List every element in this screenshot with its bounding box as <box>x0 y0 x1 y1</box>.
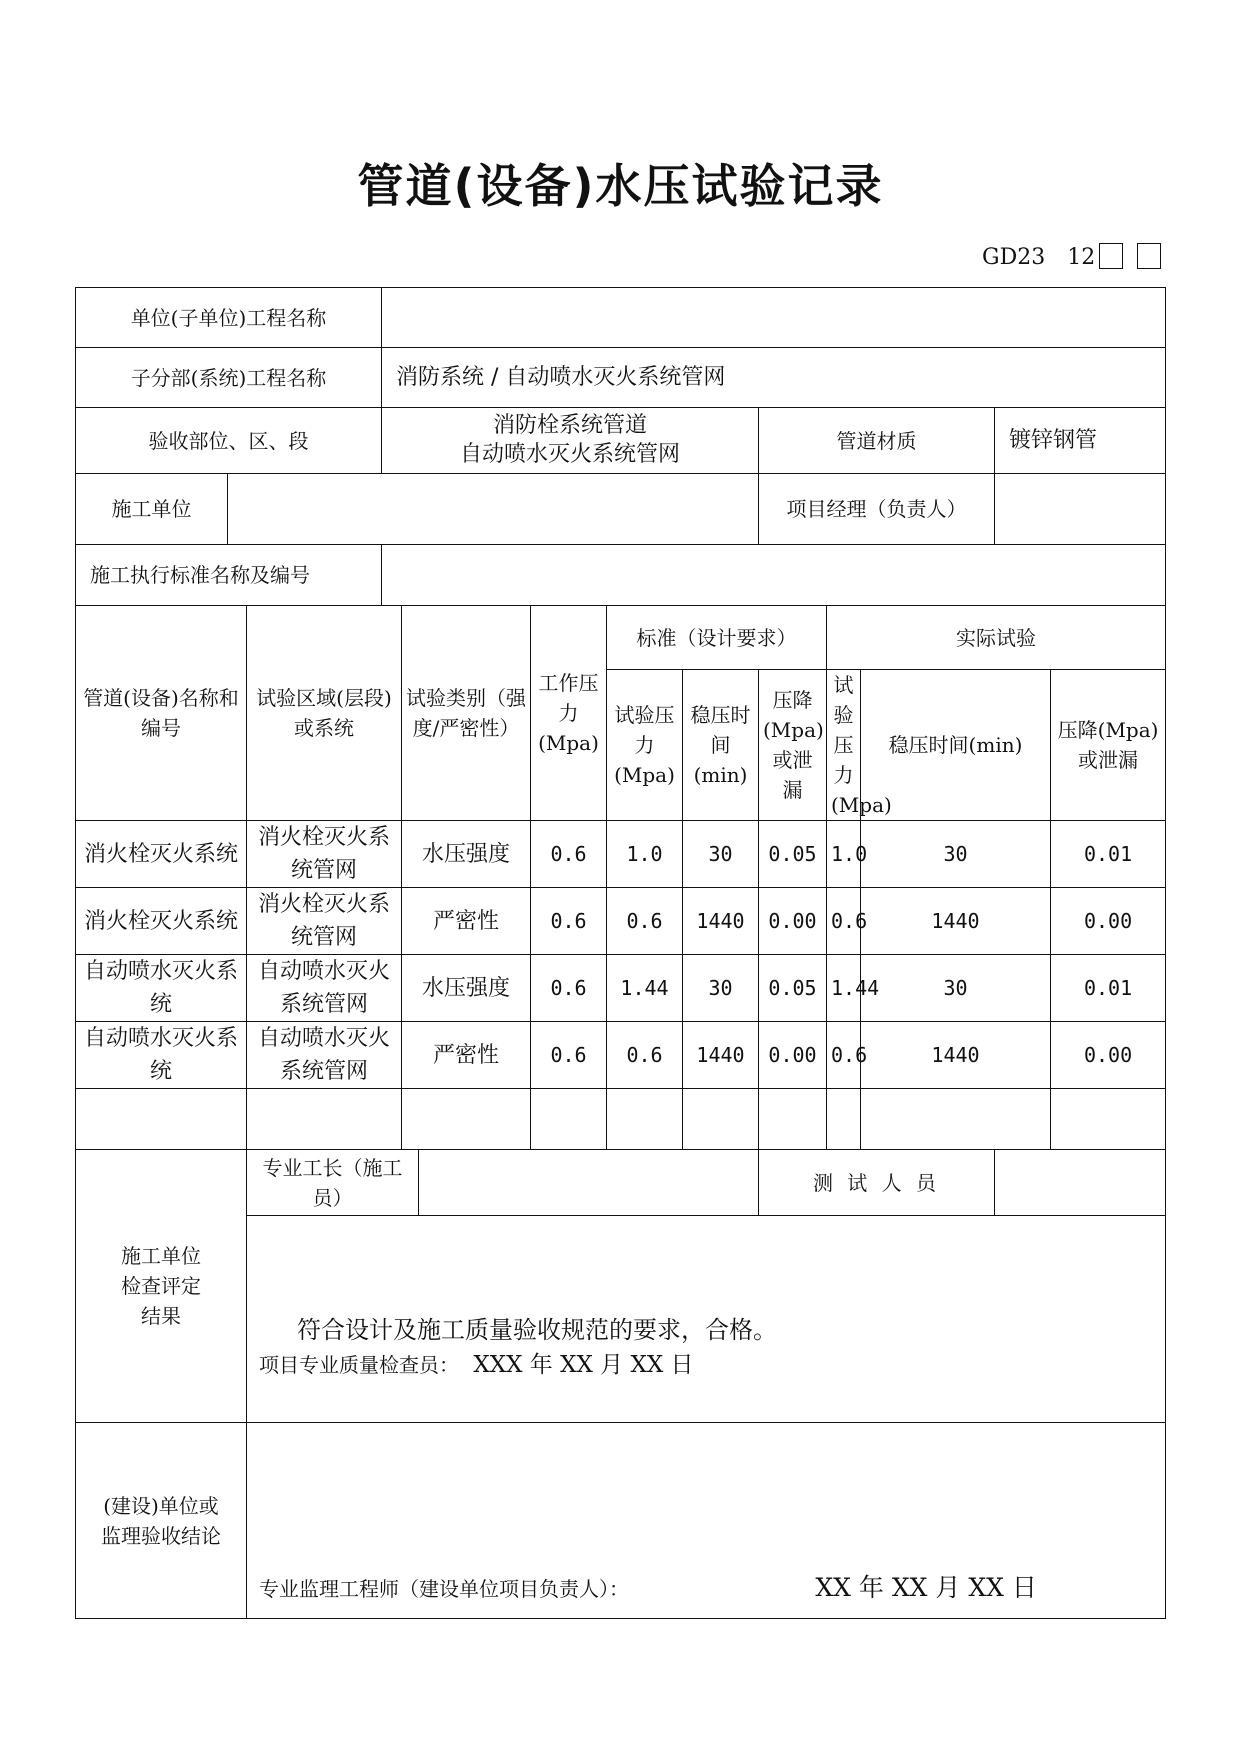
row-act-test-pressure[interactable]: 0.6 <box>827 888 861 955</box>
supervision-date: XX 年 XX 月 XX 日 <box>815 1572 1037 1602</box>
row-work-pressure[interactable]: 0.6 <box>531 955 607 1022</box>
row-act-hold-time[interactable]: 1440 <box>861 1022 1051 1089</box>
row-std-hold-time[interactable]: 30 <box>683 955 759 1022</box>
standard-value[interactable] <box>382 545 1166 606</box>
unit-project-value[interactable] <box>382 288 1166 348</box>
construction-check-result[interactable] <box>247 1216 1166 1423</box>
empty-cell[interactable] <box>402 1089 531 1150</box>
row-act-pressure-drop[interactable]: 0.01 <box>1051 955 1166 1022</box>
col-std-test-pressure: 试验压力(Mpa) <box>607 670 683 821</box>
form-code-box-2[interactable] <box>1137 243 1161 269</box>
table-row <box>76 1022 1166 1089</box>
inspector-label: 项目专业质量检查员： <box>259 1353 459 1377</box>
col-standard-group: 标准（设计要求） <box>607 606 827 670</box>
standard-label: 施工执行标准名称及编号 <box>76 545 382 606</box>
construction-unit-label: 施工单位 <box>76 474 228 545</box>
empty-cell[interactable] <box>861 1089 1051 1150</box>
table-row <box>76 888 1166 955</box>
row-test-area[interactable]: 自动喷水灭火系统管网 <box>247 955 402 1022</box>
row-work-pressure[interactable]: 0.6 <box>531 1022 607 1089</box>
row-act-test-pressure[interactable]: 1.0 <box>827 821 861 888</box>
row-std-pressure-drop[interactable]: 0.00 <box>759 1022 827 1089</box>
result-text: 符合设计及施工质量验收规范的要求，合格。 <box>297 1316 777 1344</box>
row-std-test-pressure[interactable]: 0.6 <box>607 888 683 955</box>
table-row <box>76 821 1166 888</box>
empty-cell[interactable] <box>607 1089 683 1150</box>
col-pipe-name: 管道(设备)名称和编号 <box>76 606 247 821</box>
row-test-area[interactable]: 消火栓灭火系统管网 <box>247 888 402 955</box>
project-manager-label: 项目经理（负责人） <box>759 474 995 545</box>
unit-project-label: 单位(子单位)工程名称 <box>76 288 382 348</box>
empty-cell[interactable] <box>759 1089 827 1150</box>
row-std-hold-time[interactable]: 30 <box>683 821 759 888</box>
page-title: 管道(设备)水压试验记录 <box>357 159 884 213</box>
subproject-label: 子分部(系统)工程名称 <box>76 348 382 408</box>
row-pipe-name[interactable]: 消火栓灭火系统 <box>76 888 247 955</box>
row-test-type[interactable]: 严密性 <box>402 888 531 955</box>
row-pipe-name[interactable]: 消火栓灭火系统 <box>76 821 247 888</box>
row-act-pressure-drop[interactable]: 0.00 <box>1051 1022 1166 1089</box>
acceptance-part-value[interactable] <box>382 408 759 474</box>
col-std-pressure-drop: 压降(Mpa)或泄漏 <box>759 670 827 821</box>
form-code-box-1[interactable] <box>1099 243 1123 269</box>
table-row <box>76 955 1166 1022</box>
row-std-pressure-drop[interactable]: 0.05 <box>759 955 827 1022</box>
row-test-type[interactable]: 水压强度 <box>402 955 531 1022</box>
row-act-pressure-drop[interactable]: 0.00 <box>1051 888 1166 955</box>
col-actual-group: 实际试验 <box>827 606 1166 670</box>
empty-cell[interactable] <box>827 1089 861 1150</box>
col-act-hold-time: 稳压时间(min) <box>861 670 1051 821</box>
row-work-pressure[interactable]: 0.6 <box>531 821 607 888</box>
row-std-pressure-drop[interactable]: 0.00 <box>759 888 827 955</box>
construction-check-label: 施工单位检查评定结果 <box>76 1150 247 1423</box>
subproject-value[interactable]: 消防系统 / 自动喷水灭火系统管网 <box>382 348 1166 408</box>
row-std-hold-time[interactable]: 1440 <box>683 1022 759 1089</box>
col-work-pressure: 工作压力(Mpa) <box>531 606 607 821</box>
tester-value[interactable] <box>995 1150 1166 1216</box>
row-std-test-pressure[interactable]: 1.44 <box>607 955 683 1022</box>
row-act-hold-time[interactable]: 1440 <box>861 888 1051 955</box>
row-test-type[interactable]: 严密性 <box>402 1022 531 1089</box>
col-test-area: 试验区域(层段)或系统 <box>247 606 402 821</box>
col-test-type: 试验类别（强度/严密性） <box>402 606 531 821</box>
empty-cell[interactable] <box>683 1089 759 1150</box>
row-pipe-name[interactable]: 自动喷水灭火系统 <box>76 1022 247 1089</box>
pipe-material-value[interactable]: 镀锌钢管 <box>995 408 1166 474</box>
row-work-pressure[interactable]: 0.6 <box>531 888 607 955</box>
row-act-test-pressure[interactable]: 1.44 <box>827 955 861 1022</box>
foreman-value[interactable] <box>419 1150 759 1216</box>
table-row-empty <box>76 1089 1166 1150</box>
tester-label: 测 试 人 员 <box>759 1150 995 1216</box>
col-act-test-pressure: 试验压力(Mpa) <box>827 670 861 821</box>
col-act-pressure-drop: 压降(Mpa)或泄漏 <box>1051 670 1166 821</box>
inspector-line <box>247 1348 1165 1383</box>
acceptance-part-line-2: 自动喷水灭火系统管网 <box>459 441 680 467</box>
project-manager-value[interactable] <box>995 474 1166 545</box>
row-test-type[interactable]: 水压强度 <box>402 821 531 888</box>
pipe-material-label: 管道材质 <box>759 408 995 474</box>
row-act-test-pressure[interactable]: 0.6 <box>827 1022 861 1089</box>
row-act-pressure-drop[interactable]: 0.01 <box>1051 821 1166 888</box>
row-std-pressure-drop[interactable]: 0.05 <box>759 821 827 888</box>
empty-cell[interactable] <box>531 1089 607 1150</box>
row-act-hold-time[interactable]: 30 <box>861 821 1051 888</box>
foreman-label: 专业工长（施工员） <box>247 1150 419 1216</box>
form-code <box>982 240 1161 271</box>
form-code-text: GD23 12 <box>982 245 1096 270</box>
empty-cell[interactable] <box>1051 1089 1166 1150</box>
acceptance-part-label: 验收部位、区、段 <box>76 408 382 474</box>
row-test-area[interactable]: 自动喷水灭火系统管网 <box>247 1022 402 1089</box>
row-act-hold-time[interactable]: 30 <box>861 955 1051 1022</box>
acceptance-part-line-1: 消防栓系统管道 <box>492 412 647 438</box>
row-pipe-name[interactable]: 自动喷水灭火系统 <box>76 955 247 1022</box>
construction-unit-value[interactable] <box>228 474 759 545</box>
row-std-test-pressure[interactable]: 1.0 <box>607 821 683 888</box>
supervision-conclusion[interactable] <box>247 1423 1166 1619</box>
inspector-date: XXX 年 XX 月 XX 日 <box>473 1352 694 1378</box>
row-test-area[interactable]: 消火栓灭火系统管网 <box>247 821 402 888</box>
record-table <box>75 287 1166 1619</box>
empty-cell[interactable] <box>247 1089 402 1150</box>
row-std-hold-time[interactable]: 1440 <box>683 888 759 955</box>
empty-cell[interactable] <box>76 1089 247 1150</box>
row-std-test-pressure[interactable]: 0.6 <box>607 1022 683 1089</box>
engineer-label: 专业监理工程师（建设单位项目负责人）： <box>259 1576 629 1601</box>
supervision-label: (建设)单位或监理验收结论 <box>76 1423 247 1619</box>
col-std-hold-time: 稳压时间(min) <box>683 670 759 821</box>
